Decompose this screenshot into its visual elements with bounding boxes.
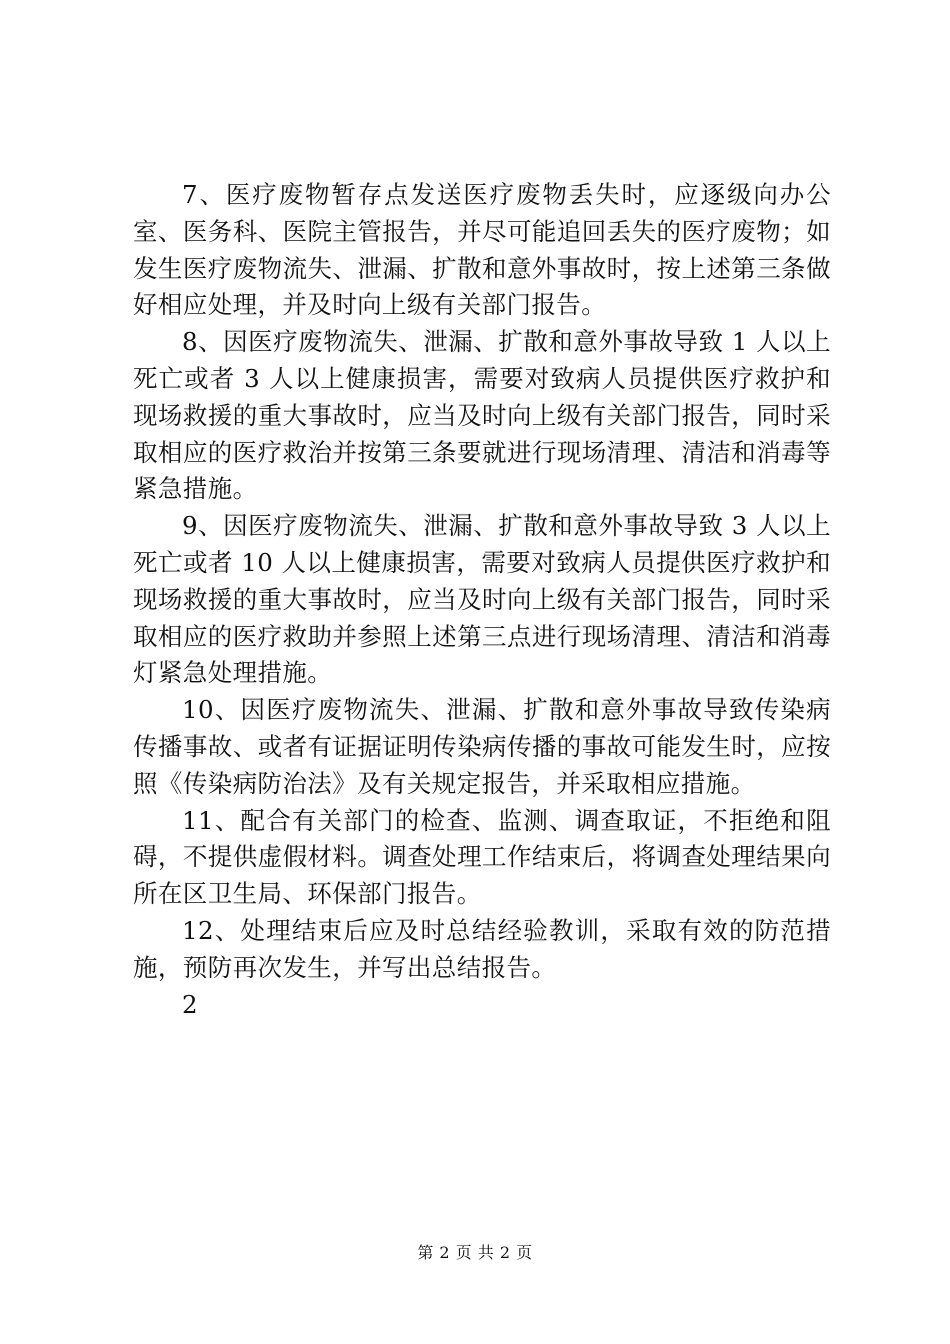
page-footer: 第 2 页 共 2 页 xyxy=(417,1243,533,1262)
paragraph-item-7: 7、医疗废物暂存点发送医疗废物丢失时，应逐级向办公室、医务科、医院主管报告，并尽可能追回丢失的医疗废物；如发生医疗废物流失、泄漏、扩散和意外事故时，按上述第三条做好相应处理，并及时向上级有关部门报告。 xyxy=(133,180,831,320)
document-body xyxy=(133,177,831,1023)
paragraph-item-12: 12、处理结束后应及时总结经验教训，采取有效的防范措施，预防再次发生，并写出总结报告。 xyxy=(133,915,831,982)
paragraph-item-10: 10、因医疗废物流失、泄漏、扩散和意外事故导致传染病传播事故、或者有证据证明传染病传播的事故可能发生时，应按照《传染病防治法》及有关规定报告，并采取相应措施。 xyxy=(133,695,831,798)
paragraph-item-9: 9、因医疗废物流失、泄漏、扩散和意外事故导致 3 人以上死亡或者 10 人以上健康损害，需要对致病人员提供医疗救护和现场救援的重大事故时，应当及时向上级有关部门报告，同时采取相应的医疗救助并参照上述第三点进行现场清理、清洁和消毒灯紧急处理措施。 xyxy=(133,511,831,688)
paragraph-item-11: 11、配合有关部门的检查、监测、调查取证，不拒绝和阻碍，不提供虚假材料。调查处理工作结束后，将调查处理结果向所在区卫生局、环保部门报告。 xyxy=(133,805,831,909)
paragraph-stray-number: 2 xyxy=(182,989,198,1019)
paragraph-item-8: 8、因医疗废物流失、泄漏、扩散和意外事故导致 1 人以上死亡或者 3 人以上健康损害，需要对致病人员提供医疗救护和现场救援的重大事故时，应当及时向上级有关部门报告，同时采取相应的医疗救治并按第三条要就进行现场清理、清洁和消毒等紧急措施。 xyxy=(133,327,831,504)
